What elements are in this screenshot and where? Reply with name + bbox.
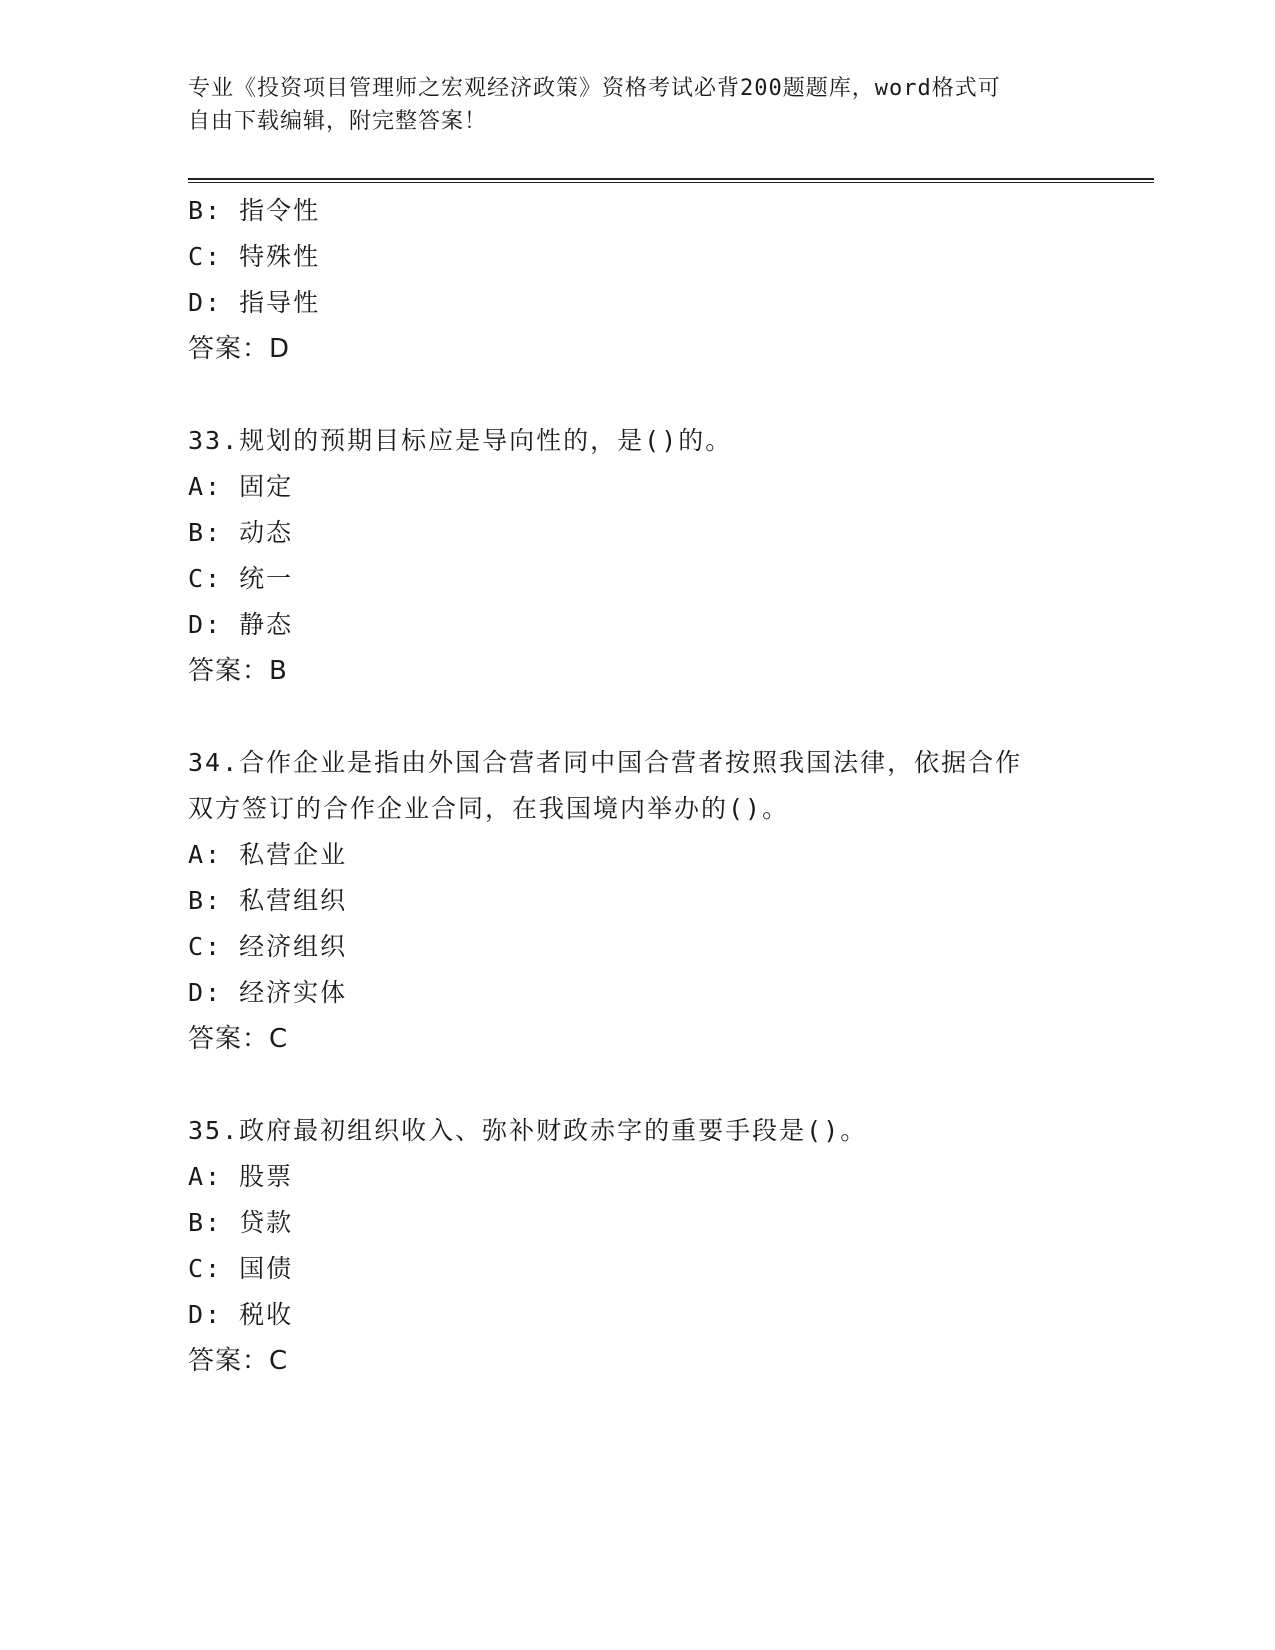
header-line-1: 专业《投资项目管理师之宏观经济政策》资格考试必背200题题库，word格式可	[188, 76, 1001, 101]
option-c: C: 特殊性	[188, 242, 321, 271]
option-b: B: 动态	[188, 518, 294, 547]
question-35	[188, 1108, 1088, 1384]
continued-question	[188, 188, 1088, 372]
document-header	[188, 72, 1068, 138]
header-divider	[188, 178, 1154, 183]
question-stem-continued: 双方签订的合作企业合同，在我国境内举办的()。	[188, 794, 790, 823]
option-b: B: 指令性	[188, 196, 321, 225]
option-c: C: 经济组织	[188, 932, 348, 961]
answer-line: 答案：D	[188, 334, 291, 364]
option-d: D: 经济实体	[188, 978, 348, 1007]
option-d: D: 静态	[188, 610, 294, 639]
answer-line: 答案：C	[188, 1346, 289, 1376]
header-line-2: 自由下载编辑，附完整答案！	[188, 109, 488, 134]
answer-line: 答案：B	[188, 656, 288, 686]
option-c: C: 国债	[188, 1254, 294, 1283]
option-a: A: 股票	[188, 1162, 294, 1191]
option-a: A: 私营企业	[188, 840, 348, 869]
question-stem: 35.政府最初组织收入、弥补财政赤字的重要手段是()。	[188, 1116, 868, 1145]
option-d: D: 税收	[188, 1300, 294, 1329]
option-c: C: 统一	[188, 564, 294, 593]
option-d: D: 指导性	[188, 288, 321, 317]
answer-line: 答案：C	[188, 1024, 289, 1054]
question-34	[188, 740, 1088, 1062]
question-stem: 33.规划的预期目标应是导向性的，是()的。	[188, 426, 733, 455]
question-33	[188, 418, 1088, 694]
option-a: A: 固定	[188, 472, 294, 501]
document-body	[188, 188, 1088, 1384]
option-b: B: 贷款	[188, 1208, 294, 1237]
question-stem: 34.合作企业是指由外国合营者同中国合营者按照我国法律，依据合作	[188, 748, 1023, 777]
option-b: B: 私营组织	[188, 886, 348, 915]
